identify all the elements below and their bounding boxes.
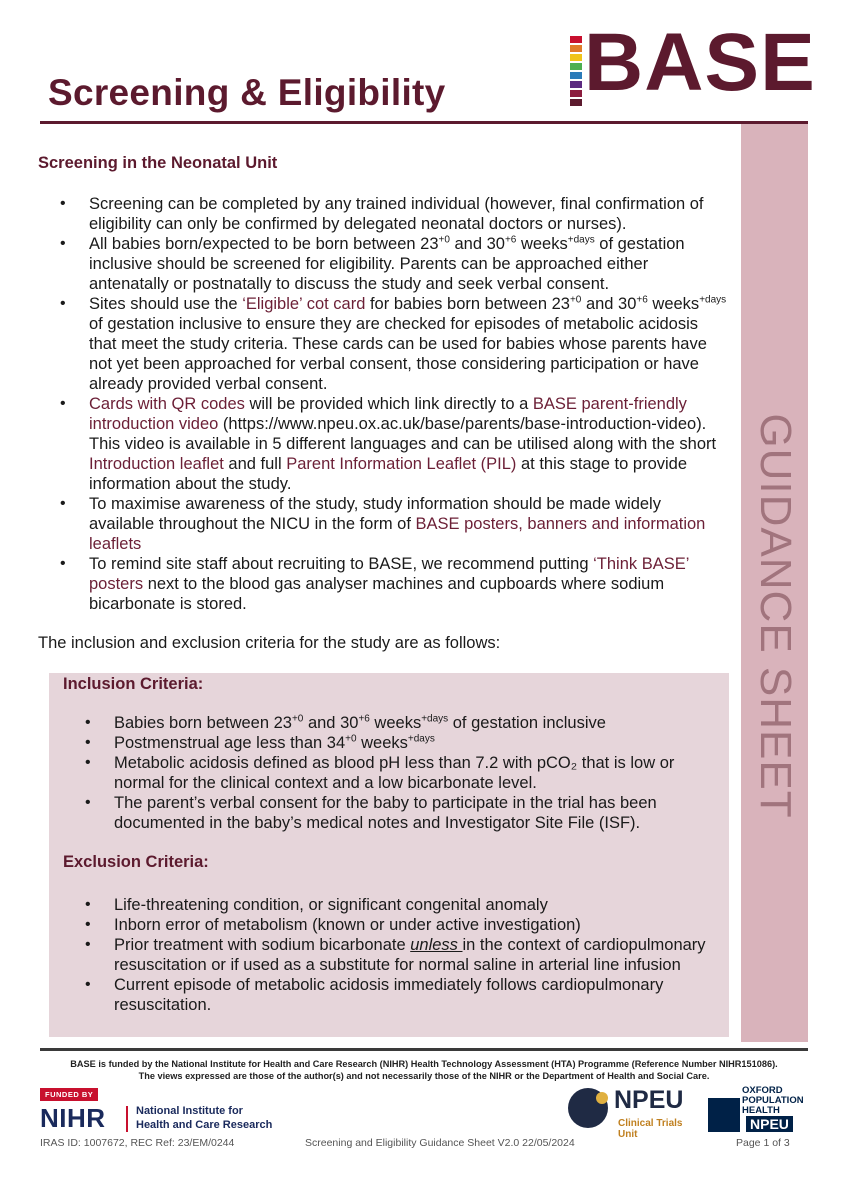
inclusion-list	[63, 713, 713, 833]
list-item: • The parent’s verbal consent for the baby to participate in the trial has been documented in the baby’s medical notes and Investigator Site File (ISF).	[63, 793, 713, 833]
oxford-shield-icon	[708, 1098, 740, 1132]
list-item: • Screening can be completed by any trained individual (however, final confirmation of eligibility can only be confirmed by delegated neonatal doctors or nurses).	[38, 194, 728, 234]
iras-reference: IRAS ID: 1007672, REC Ref: 23/EM/0244	[40, 1137, 235, 1149]
logo-bar	[570, 45, 582, 52]
list-item: • To remind site staff about recruiting to BASE, we recommend putting ‘Think BASE’ posters next to the blood gas analyser machines and cupboards where sodium bicarbonate is stored.	[38, 554, 728, 614]
posters-banners-link[interactable]: BASE posters, banners and information leaflets	[89, 515, 706, 553]
logo-bar	[570, 81, 582, 88]
list-item: • Cards with QR codes will be provided which link directly to a BASE parent-friendly introduction video (https://www.npeu.ox.ac.uk/base/parents/base-introduction-video). This video is available in 5 different languages and can be utilised along with the short Introduction leaflet and full Parent Information Leaflet (PIL) at this stage to provide information about the study.	[38, 394, 728, 494]
list-item: • Babies born between $23^{+0}$ and $30^{+6}$ weeks$^{+days}$ of gestation inclusive	[63, 713, 713, 733]
list-item: • Current episode of metabolic acidosis immediately follows cardiopulmonary resuscitation.	[63, 975, 713, 1015]
list-item: • Sites should use the ‘Eligible’ cot card for babies born between $23^{+0}$ and $30^{+6}$ weeks$^{+days}$ of gestation inclusive to ensure they are checked for episodes of metabolic acidosis that meet the study criteria. These cards can be used for babies whose parents have not yet been approached for verbal consent, those considering participation or have already provided verbal consent.	[38, 294, 728, 394]
exclusion-list	[63, 895, 713, 1015]
inclusion-heading: Inclusion Criteria:	[63, 675, 204, 693]
intro-video-link[interactable]: BASE parent-friendly introduction video	[89, 395, 687, 433]
nihr-logo: NIHR	[40, 1103, 106, 1133]
pil-link[interactable]: Parent Information Leaflet (PIL)	[286, 455, 517, 473]
list-item: • All babies born/expected to be born between $23^{+0}$ and $30^{+6}$ weeks$^{+days}$ of gestation inclusive should be screened for eligibility. Parents can be approached either antenatally or postnatally to discuss the study and seek verbal consent.	[38, 234, 728, 294]
eligible-cot-card-link[interactable]: ‘Eligible’ cot card	[242, 295, 366, 313]
footer-divider	[40, 1048, 808, 1051]
guidance-sheet-label: GUIDANCE SHEET	[751, 413, 800, 819]
list-item: • Metabolic acidosis defined as blood pH less than 7.2 with pCO₂ that is low or normal for the clinical context and a low bicarbonate level.	[63, 753, 713, 793]
npeu-ctu-logo: NPEU Clinical Trials Unit	[568, 1086, 698, 1134]
list-item: • To maximise awareness of the study, study information should be made widely available throughout the NICU in the form of BASE posters, banners and information leaflets	[38, 494, 728, 554]
funding-statement: BASE is funded by the National Institute for Health and Care Research (NIHR) Health Technology Assessment (HTA) Programme (Reference Number NIHR151086). The views expressed are those of the author(s) and not necessarily those of the NIHR or the Department of Health and Social Care.	[70, 1059, 778, 1081]
criteria-box	[49, 673, 729, 1037]
title-divider	[40, 121, 808, 124]
qr-cards-link[interactable]: Cards with QR codes	[89, 395, 245, 413]
document-version: Screening and Eligibility Guidance Sheet V2.0 22/05/2024	[305, 1137, 575, 1149]
logo-bar	[570, 99, 582, 106]
list-item: • Inborn error of metabolism (known or under active investigation)	[63, 915, 713, 935]
page-number: Page 1 of 3	[736, 1137, 790, 1149]
list-item: • Life-threatening condition, or significant congenital anomaly	[63, 895, 713, 915]
logo-bar	[570, 36, 582, 43]
npeu-dot-icon	[596, 1092, 608, 1104]
funded-by-tag: FUNDED BY	[40, 1088, 98, 1101]
section-heading: Screening in the Neonatal Unit	[38, 154, 278, 172]
logo-bar	[570, 90, 582, 97]
oxford-population-health-logo: OXFORD POPULATION HEALTH NPEU	[708, 1086, 808, 1134]
think-base-posters-link[interactable]: ‘Think BASE’ posters	[89, 555, 689, 593]
logo-text: BASE	[584, 17, 816, 108]
list-item: • Postmenstrual age less than $34^{+0}$ weeks$^{+days}$	[63, 733, 713, 753]
base-logo	[570, 17, 816, 110]
logo-bar	[570, 54, 582, 61]
logo-color-bars	[570, 36, 584, 108]
exclusion-heading: Exclusion Criteria:	[63, 853, 209, 871]
nihr-separator	[126, 1106, 128, 1132]
list-item: • Prior treatment with sodium bicarbonate unless in the context of cardiopulmonary resuscitation or if used as a substitute for normal saline in arterial line infusion	[63, 935, 713, 975]
screening-bullet-list	[38, 194, 728, 614]
criteria-intro: The inclusion and exclusion criteria for the study are as follows:	[38, 634, 501, 652]
logo-bar	[570, 72, 582, 79]
nihr-full-name: National Institute for Health and Care Research	[136, 1105, 273, 1131]
page-title: Screening & Eligibility	[48, 72, 446, 113]
logo-bar	[570, 63, 582, 70]
introduction-leaflet-link[interactable]: Introduction leaflet	[89, 455, 224, 473]
